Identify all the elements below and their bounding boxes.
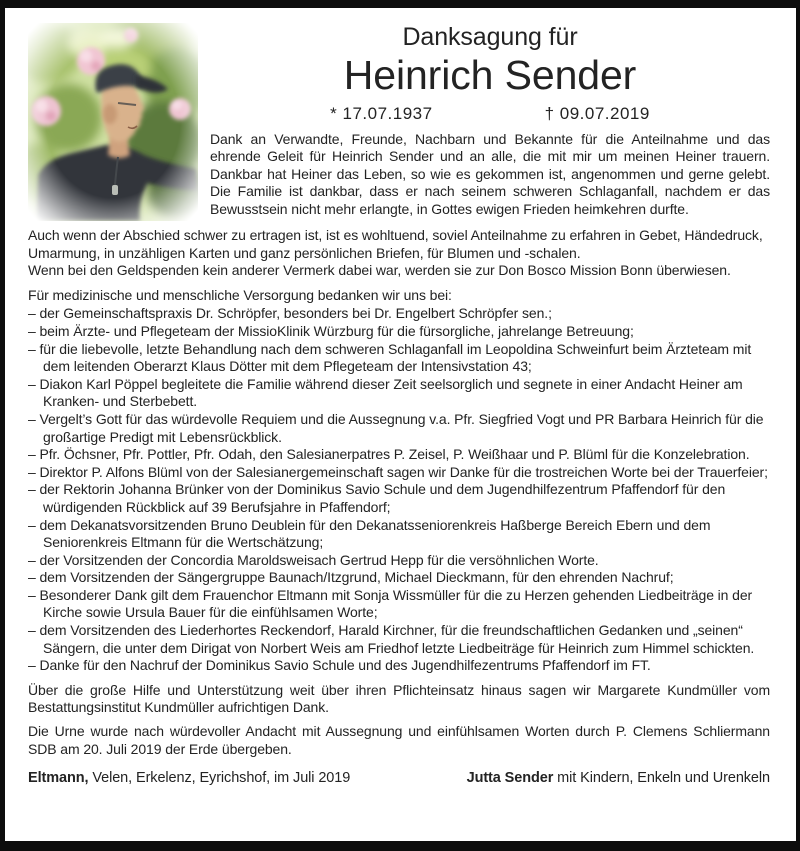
dash-marker: – xyxy=(28,322,40,339)
thanks-list-item xyxy=(28,323,770,341)
notice-type-title: Danksagung für xyxy=(402,23,578,51)
thanks-list-item xyxy=(28,376,770,411)
dash-marker: – xyxy=(28,586,40,603)
thanks-item-text: Diakon Karl Pöppel begleitete die Familie während dieser Zeit seelsorglich und segnete in einer Andacht Heiner am Kranken- und Sterbebett. xyxy=(39,375,743,410)
obituary-sheet xyxy=(5,8,796,841)
undertaker-thanks-paragraph: Über die große Hilfe und Unterstützung weit über ihren Pflichteinsatz hinaus sagen wir Margarete Kundmüller vom Bestattungsinstitut Kundmüller aufrichtigen Dank. xyxy=(28,681,770,716)
dash-marker: – xyxy=(28,657,40,674)
dash-marker: – xyxy=(28,305,40,322)
deceased-name: Heinrich Sender xyxy=(343,52,637,98)
thanks-list-item xyxy=(28,587,770,622)
dash-marker: – xyxy=(28,622,40,639)
thanks-item-text: Pfr. Öchsner, Pfr. Pottler, Pfr. Odah, den Salesianerpatres P. Zeisel, P. Weißhaar und P. Blüml für die Konzelebration. xyxy=(39,446,750,463)
thanks-item-text: der Gemeinschaftspraxis Dr. Schröpfer, besonders bei Dr. Engelbert Schröpfer sen.; xyxy=(39,305,552,322)
thanks-list-item xyxy=(28,552,770,570)
thanks-list xyxy=(28,305,770,674)
life-dates xyxy=(210,105,770,123)
thanks-item-text: dem Dekanatsvorsitzenden Bruno Deublein für den Dekanatsseniorenkreis Haßberge Bereich Ebern und dem Seniorenkreis Eltmann für die Wertschätzung; xyxy=(39,516,711,551)
thanks-item-text: Direktor P. Alfons Blüml von der Salesianergemeinschaft sagen wir Danke für die trostreichen Worte bei der Trauerfeier; xyxy=(39,463,768,480)
dash-marker: – xyxy=(28,410,40,427)
signoff-places-rest: Velen, Erkelenz, Eyrichshof, im Juli 2019 xyxy=(88,770,351,787)
header-column xyxy=(210,21,770,221)
death-date: † 09.07.2019 xyxy=(544,104,650,123)
thanks-list-item xyxy=(28,446,770,464)
thanks-item-text: für die liebevolle, letzte Behandlung nach dem schweren Schlaganfall im Leopoldina Schweinfurt beim Ärzteteam mit dem leitenden Oberarzt Klaus Dötter mit dem Pflegeteam der Intensivstation 43; xyxy=(39,340,752,375)
dash-marker: – xyxy=(28,340,40,357)
thanks-item-text: dem Vorsitzenden der Sängergruppe Baunach/Itzgrund, Michael Dieckmann, für den ehrenden Nachruf; xyxy=(39,569,674,586)
thanks-list-item xyxy=(28,411,770,446)
dash-marker: – xyxy=(28,551,40,568)
condolence-paragraph: Auch wenn der Abschied schwer zu ertragen ist, ist es wohltuend, soviel Anteilnahme zu erfahren in Gebet, Händedruck, Umarmung, in unzähligen Karten und ganz persönlichen Briefen, für Blumen und -schalen. xyxy=(28,227,763,261)
portrait-photo xyxy=(28,23,198,221)
thanks-list-item xyxy=(28,517,770,552)
thanks-item-text: Danke für den Nachruf der Dominikus Savio Schule und des Jugendhilfezentrums Pfaffendorf im FT. xyxy=(39,657,651,674)
dash-marker: – xyxy=(28,375,40,392)
thanks-item-text: der Vorsitzenden der Concordia Maroldsweisach Gertrud Hepp für die versöhnlichen Worte. xyxy=(39,551,599,568)
thanks-list-item xyxy=(28,341,770,376)
thanks-item-text: Vergelt’s Gott für das würdevolle Requiem und die Aussegnung v.a. Pfr. Siegfried Vogt und PR Barbara Heinrich für die großartige Predigt mit Lebensrückblick. xyxy=(39,410,764,445)
burial-paragraph: Die Urne wurde nach würdevoller Andacht mit Aussegnung und einfühlsamen Worten durch P. Clemens Schliermann SDB am 20. Juli 2019 der Erde übergeben. xyxy=(28,723,770,757)
signoff-family xyxy=(467,770,770,788)
necklace-pendant xyxy=(112,185,118,195)
birth-date: * 17.07.1937 xyxy=(330,104,433,123)
thanks-item-text: beim Ärzte- und Pflegeteam der MissioKlinik Würzburg für die fürsorgliche, jahrelange Betreuung; xyxy=(39,322,634,339)
dash-marker: – xyxy=(28,516,40,533)
thanks-list-item xyxy=(28,569,770,587)
thanks-list-item xyxy=(28,657,770,675)
thanks-item-text: Besonderer Dank gilt dem Frauenchor Eltmann mit Sonja Wissmüller für die zu Herzen gehenden Liedbeiträge in der Kirche sowie Ursula Bauer für die einfühlsamen Worte; xyxy=(39,586,753,621)
dash-marker: – xyxy=(28,481,40,498)
thanks-list-item xyxy=(28,464,770,482)
intro-paragraph: Dank an Verwandte, Freunde, Nachbarn und Bekannte für die Anteilnahme und das ehrende Geleit für Heinrich Sender und an alle, die mit mir um meinen Heiner trauern. Dankbar hat Heiner das Leben, so wie es gekommen ist, angenommen und gerne gelebt. Die Familie ist dankbar, dass er nach seinem schweren Schlaganfall, nachdem er das Bewusstsein nicht mehr erlangte, in Gottes ewigen Frieden heimkehren durfte. xyxy=(210,130,770,217)
portrait-photo-illustration xyxy=(28,23,198,221)
signoff-places-bold: Eltmann, xyxy=(28,770,89,787)
signoff-family-rest: mit Kindern, Enkeln und Urenkeln xyxy=(553,770,770,787)
dash-marker: – xyxy=(28,446,40,463)
signoff-row xyxy=(28,770,770,788)
signoff-family-bold: Jutta Sender xyxy=(466,770,554,787)
signoff-places xyxy=(28,770,350,788)
thanks-item-text: dem Vorsitzenden des Liederhortes Reckendorf, Harald Kirchner, für die freundschaftlichen Gedanken und „seinen“ Sängern, die unter dem Dirigat von Norbert Weis am Friedhof letzte Liedbeiträge für Heinrich zum Himmel schickten. xyxy=(39,622,755,656)
thanks-list-item xyxy=(28,622,770,657)
donations-paragraph: Wenn bei den Geldspenden kein anderer Vermerk dabei war, werden sie zur Don Bosco Mission Bonn überwiesen. xyxy=(28,262,731,279)
thanks-item-text: der Rektorin Johanna Brünker von der Dominikus Savio Schule und dem Jugendhilfezentrum Pfaffendorf für den würdigenden Rückblick auf 39 Berufsjahre in Pfaffendorf; xyxy=(39,481,726,515)
thanks-list-intro: Für medizinische und menschliche Versorgung bedanken wir uns bei: xyxy=(28,286,452,303)
ear xyxy=(103,104,117,124)
thanks-list-item xyxy=(28,305,770,323)
masthead xyxy=(210,23,770,123)
dash-marker: – xyxy=(28,463,40,480)
dash-marker: – xyxy=(28,569,40,586)
thanks-list-item xyxy=(28,481,770,516)
top-section xyxy=(28,21,770,221)
